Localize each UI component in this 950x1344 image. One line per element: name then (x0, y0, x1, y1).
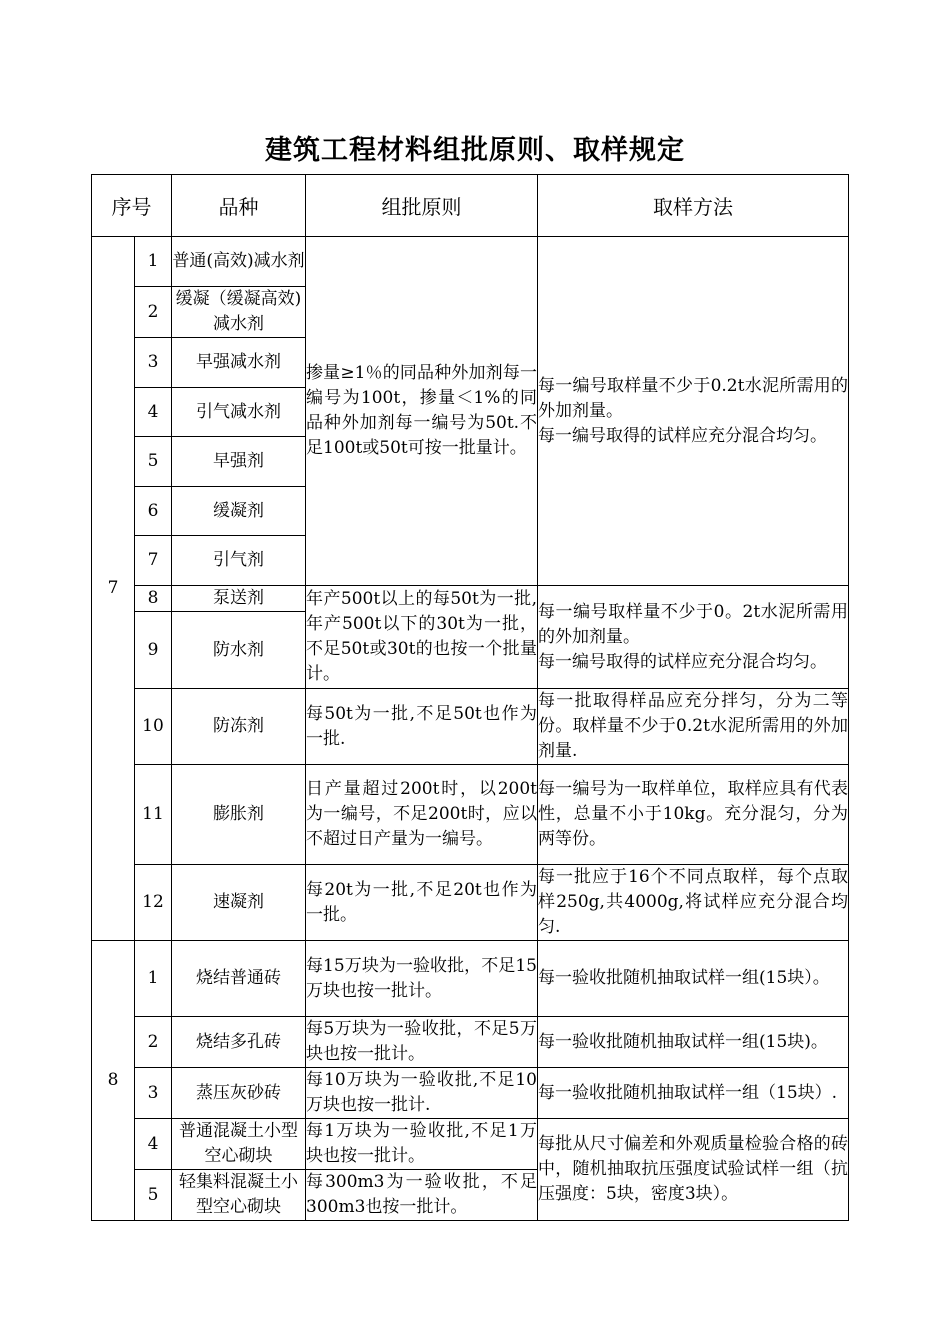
table-row (92, 1119, 849, 1170)
variety-name: 膨胀剂 (172, 765, 306, 865)
variety-name: 蒸压灰砂砖 (172, 1068, 306, 1119)
variety-name: 早强剂 (172, 437, 306, 487)
table-row (92, 1068, 849, 1119)
group-number: 8 (92, 941, 135, 1221)
table-row (92, 586, 849, 612)
variety-name: 引气减水剂 (172, 388, 306, 437)
variety-name: 缓凝剂 (172, 487, 306, 536)
method-text: 每一批取得样品应充分拌匀，分为二等份。取样量不少于0.2t水泥所需用的外加剂量. (538, 689, 849, 765)
variety-name: 普通(高效)减水剂 (172, 237, 306, 287)
row-number: 4 (135, 388, 172, 437)
variety-name: 烧结普通砖 (172, 941, 306, 1017)
row-number: 4 (135, 1119, 172, 1170)
variety-name: 烧结多孔砖 (172, 1017, 306, 1068)
header-method: 取样方法 (538, 175, 849, 237)
method-text: 每一验收批随机抽取试样一组(15块）。 (538, 941, 849, 1017)
page-title: 建筑工程材料组批原则、取样规定 (265, 135, 685, 166)
principle-text: 每15万块为一验收批，不足15万块也按一批计。 (306, 941, 538, 1017)
header-row (92, 175, 849, 237)
table-row (92, 865, 849, 941)
variety-name: 缓凝（缓凝高效)减水剂 (172, 287, 306, 338)
principle-text: 每5万块为一验收批，不足5万块也按一批计。 (306, 1017, 538, 1068)
method-text: 每一验收批随机抽取试样一组(15块)。 (538, 1017, 849, 1068)
materials-table (91, 174, 849, 1221)
table-row (92, 237, 849, 287)
group-number: 7 (92, 237, 135, 941)
row-number: 2 (135, 287, 172, 338)
variety-name: 早强减水剂 (172, 338, 306, 388)
principle-text: 每10万块为一验收批,不足10万块也按一批计. (306, 1068, 538, 1119)
header-principle: 组批原则 (306, 175, 538, 237)
row-number: 11 (135, 765, 172, 865)
row-number: 1 (135, 237, 172, 287)
row-number: 1 (135, 941, 172, 1017)
method-text: 每批从尺寸偏差和外观质量检验合格的砖中，随机抽取抗压强度试验试样一组（抗压强度：5块，密度3块）。 (538, 1119, 849, 1221)
method-text: 每一验收批随机抽取试样一组（15块）. (538, 1068, 849, 1119)
header-variety: 品种 (172, 175, 306, 237)
variety-name: 防水剂 (172, 612, 306, 689)
principle-text: 年产500t以上的每50t为一批,年产500t以下的30t为一批，不足50t或30t的也按一个批量计。 (306, 586, 538, 689)
method-text: 每一编号为一取样单位，取样应具有代表性，总量不小于10kg。充分混匀，分为两等份。 (538, 765, 849, 865)
table-row (92, 689, 849, 765)
row-number: 6 (135, 487, 172, 536)
row-number: 7 (135, 536, 172, 586)
row-number: 3 (135, 338, 172, 388)
row-number: 5 (135, 1170, 172, 1221)
principle-text: 掺量≥1％的同品种外加剂每一编号为100t，掺量＜1%的同品种外加剂每一编号为50t.不足100t或50t可按一批量计。 (306, 237, 538, 586)
principle-text: 每1万块为一验收批,不足1万块也按一批计。 (306, 1119, 538, 1170)
row-number: 9 (135, 612, 172, 689)
variety-name: 引气剂 (172, 536, 306, 586)
principle-text: 每20t为一批,不足20t也作为一批。 (306, 865, 538, 941)
variety-name: 泵送剂 (172, 586, 306, 612)
header-no: 序号 (92, 175, 172, 237)
row-number: 5 (135, 437, 172, 487)
table-row (92, 941, 849, 1017)
variety-name: 速凝剂 (172, 865, 306, 941)
principle-text: 每300m3为一验收批，不足300m3也按一批计。 (306, 1170, 538, 1221)
principle-text: 每50t为一批,不足50t也作为一批. (306, 689, 538, 765)
variety-name: 轻集料混凝土小型空心砌块 (172, 1170, 306, 1221)
principle-text: 日产量超过200t时，以200t为一编号，不足200t时，应以不超过日产量为一编号。 (306, 765, 538, 865)
method-text: 每一编号取样量不少于0.2t水泥所需用的外加剂量。 每一编号取得的试样应充分混合均匀。 (538, 237, 849, 586)
table-row (92, 1017, 849, 1068)
method-text: 每一编号取样量不少于0。2t水泥所需用的外加剂量。 每一编号取得的试样应充分混合均匀。 (538, 586, 849, 689)
row-number: 10 (135, 689, 172, 765)
row-number: 8 (135, 586, 172, 612)
variety-name: 普通混凝土小型空心砌块 (172, 1119, 306, 1170)
variety-name: 防冻剂 (172, 689, 306, 765)
row-number: 2 (135, 1017, 172, 1068)
row-number: 3 (135, 1068, 172, 1119)
row-number: 12 (135, 865, 172, 941)
method-text: 每一批应于16个不同点取样，每个点取样250g,共4000g,将试样应充分混合均匀. (538, 865, 849, 941)
table-row (92, 765, 849, 865)
